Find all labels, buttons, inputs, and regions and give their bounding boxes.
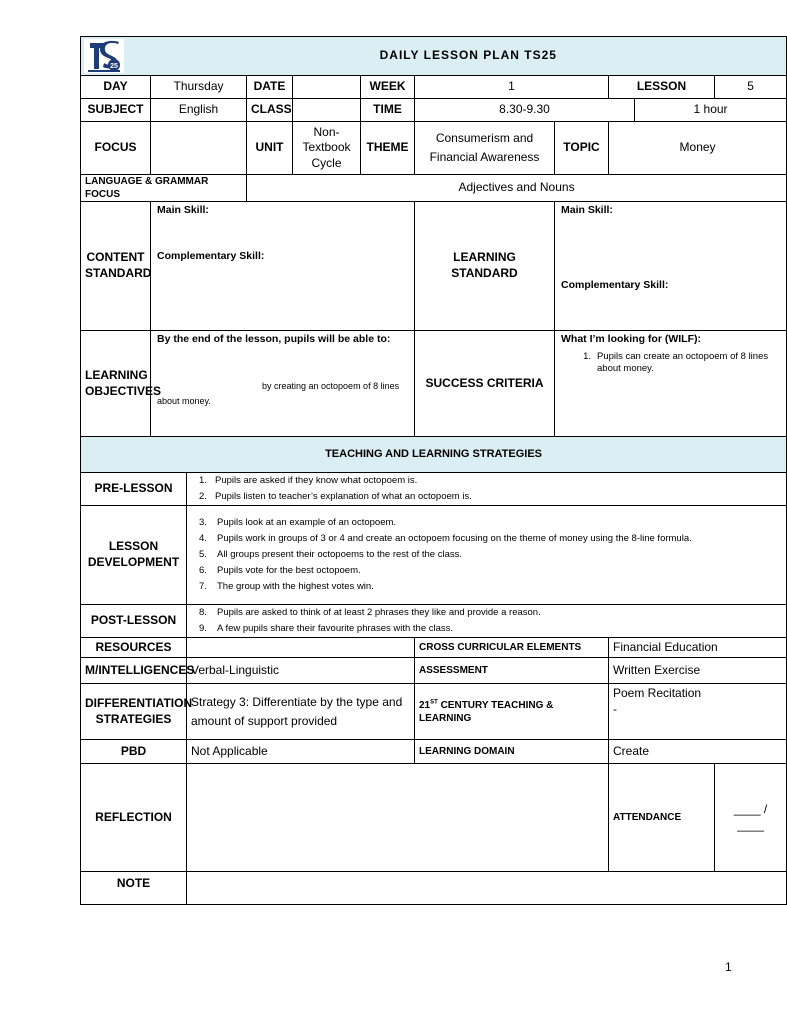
- intelligences-label: M/INTELLIGENCES: [81, 658, 187, 684]
- attendance-value[interactable]: ____ / ____: [715, 764, 787, 872]
- subject-value[interactable]: English: [151, 99, 247, 122]
- lesson-value[interactable]: 5: [715, 76, 787, 99]
- objectives-line-2: about money.: [157, 396, 211, 406]
- page-number: 1: [725, 960, 732, 974]
- language-grammar-label: LANGUAGE & GRAMMAR FOCUS: [81, 175, 247, 202]
- lesson-plan-page: [80, 36, 769, 905]
- topic-value[interactable]: Money: [609, 122, 787, 175]
- content-standard-cell[interactable]: [151, 202, 415, 331]
- logo-cell: [81, 37, 151, 76]
- theme-label: THEME: [361, 122, 415, 175]
- note-value[interactable]: [187, 872, 787, 905]
- content-standard-label: CONTENT STANDARD: [81, 202, 151, 331]
- wilf-intro: What I’m looking for (WILF):: [561, 333, 701, 345]
- ts25-logo-icon: [84, 39, 124, 73]
- step-number: 7.: [199, 581, 207, 592]
- pbd-value[interactable]: Not Applicable: [187, 740, 415, 764]
- step-text: Pupils listen to teacher’s explanation of what an octopoem is.: [215, 491, 472, 502]
- class-label: CLASS: [247, 99, 293, 122]
- step-number: 2.: [199, 491, 207, 502]
- century-value-1: Poem Recitation: [613, 686, 702, 700]
- objectives-line-1: by creating an octopoem of 8 lines: [262, 381, 400, 391]
- step-number: 6.: [199, 565, 207, 576]
- step-text: Pupils are asked to think of at least 2 phrases they like and provide a reason.: [217, 607, 541, 618]
- strategies-heading-row: [81, 437, 787, 473]
- learning-domain-value[interactable]: Create: [609, 740, 787, 764]
- content-main-skill: Main Skill:: [157, 204, 209, 216]
- lesson-development-list: [187, 515, 786, 595]
- list-item: [189, 489, 786, 505]
- assessment-label: ASSESSMENT: [415, 658, 609, 684]
- pre-lesson-label: PRE-LESSON: [81, 473, 187, 506]
- pbd-label: PBD: [81, 740, 187, 764]
- date-value[interactable]: [293, 76, 361, 99]
- theme-value[interactable]: Consumerism and Financial Awareness: [415, 122, 555, 175]
- step-number: 1.: [199, 475, 207, 486]
- step-number: 8.: [199, 607, 207, 618]
- pre-lesson-row: [81, 473, 787, 506]
- lesson-development-row: [81, 506, 787, 605]
- differentiation-value[interactable]: Strategy 3: Differentiate by the type and amount of support provided: [187, 684, 415, 740]
- step-text: Pupils are asked if they know what octopoem is.: [215, 475, 418, 486]
- lesson-development-label: LESSON DEVELOPMENT: [81, 506, 187, 605]
- post-lesson-list: [187, 605, 786, 637]
- resources-row: [81, 638, 787, 658]
- list-item: [189, 605, 786, 621]
- content-complementary-skill: Complementary Skill:: [157, 250, 265, 262]
- day-row: [81, 76, 787, 99]
- pbd-row: [81, 740, 787, 764]
- reflection-label: REFLECTION: [81, 764, 187, 872]
- note-row: [81, 872, 787, 905]
- note-label: NOTE: [81, 872, 187, 905]
- cross-curricular-label: CROSS CURRICULAR ELEMENTS: [415, 638, 609, 658]
- document-title: DAILY LESSON PLAN TS25: [151, 37, 787, 76]
- intelligences-value[interactable]: Verbal-Linguistic: [187, 658, 415, 684]
- attendance-label: ATTENDANCE: [609, 764, 715, 872]
- list-item: [189, 547, 786, 563]
- list-item: [189, 473, 786, 489]
- step-number: 3.: [199, 517, 207, 528]
- wilf-list: [561, 351, 780, 376]
- step-text: Pupils vote for the best octopoem.: [217, 565, 361, 576]
- reflection-row: [81, 764, 787, 872]
- wilf-item-number: 1.: [583, 350, 591, 362]
- step-text: Pupils look at an example of an octopoem.: [217, 517, 397, 528]
- differentiation-row: [81, 684, 787, 740]
- resources-label: RESOURCES: [81, 638, 187, 658]
- pre-lesson-list: [187, 473, 786, 505]
- step-number: 4.: [199, 533, 207, 544]
- step-text: All groups present their octopoems to the rest of the class.: [217, 549, 463, 560]
- resources-value[interactable]: [187, 638, 415, 658]
- language-grammar-value[interactable]: Adjectives and Nouns: [247, 175, 787, 202]
- unit-label: UNIT: [247, 122, 293, 175]
- century-learning-cell[interactable]: [609, 684, 787, 740]
- century-value-2: -: [613, 701, 617, 716]
- focus-label: FOCUS: [81, 122, 151, 175]
- lesson-label: LESSON: [609, 76, 715, 99]
- strategies-heading: TEACHING AND LEARNING STRATEGIES: [81, 437, 787, 473]
- date-label: DATE: [247, 76, 293, 99]
- unit-value[interactable]: Non-Textbook Cycle: [293, 122, 361, 175]
- week-label: WEEK: [361, 76, 415, 99]
- post-lesson-label: POST-LESSON: [81, 605, 187, 638]
- list-item: [189, 621, 786, 637]
- century-label-text: CENTURY TEACHING & LEARNING: [419, 699, 554, 724]
- list-item: [189, 579, 786, 595]
- list-item: [189, 531, 786, 547]
- step-text: The group with the highest votes win.: [217, 581, 374, 592]
- learning-standard-cell[interactable]: [555, 202, 787, 331]
- learning-standard-label: LEARNING STANDARD: [415, 202, 555, 331]
- focus-value[interactable]: [151, 122, 247, 175]
- week-value[interactable]: 1: [415, 76, 609, 99]
- step-number: 9.: [199, 623, 207, 634]
- list-item: [561, 351, 780, 376]
- time-value[interactable]: 8.30-9.30: [415, 99, 635, 122]
- cross-curricular-value[interactable]: Financial Education: [609, 638, 787, 658]
- post-lesson-cell[interactable]: [187, 605, 787, 638]
- learning-objectives-label: LEARNING OBJECTIVES: [81, 331, 151, 437]
- standards-row: [81, 202, 787, 331]
- subject-label: SUBJECT: [81, 99, 151, 122]
- wilf-item-text: Pupils can create an octopoem of 8 lines about money.: [597, 350, 769, 374]
- learning-main-skill: Main Skill:: [561, 204, 613, 216]
- learning-complementary-skill: Complementary Skill:: [561, 279, 669, 291]
- step-text: Pupils work in groups of 3 or 4 and create an octopoem focusing on the theme of money using the 8-line formula.: [217, 533, 692, 544]
- svg-text:25: 25: [110, 63, 118, 70]
- intelligences-row: [81, 658, 787, 684]
- day-value[interactable]: Thursday: [151, 76, 247, 99]
- learning-domain-label: LEARNING DOMAIN: [415, 740, 609, 764]
- step-number: 5.: [199, 549, 207, 560]
- learning-objectives-cell[interactable]: [151, 331, 415, 437]
- assessment-value[interactable]: Written Exercise: [609, 658, 787, 684]
- century-label-suffix: ST: [430, 699, 438, 706]
- reflection-value[interactable]: [187, 764, 609, 872]
- title-row: [81, 37, 787, 76]
- step-text: A few pupils share their favourite phrases with the class.: [217, 623, 454, 634]
- objectives-row: [81, 331, 787, 437]
- differentiation-label: DIFFERENTIATION STRATEGIES: [81, 684, 187, 740]
- lesson-development-cell[interactable]: [187, 506, 787, 605]
- language-row: [81, 175, 787, 202]
- list-item: [189, 515, 786, 531]
- objectives-intro: By the end of the lesson, pupils will be able to:: [157, 333, 391, 345]
- list-item: [189, 563, 786, 579]
- success-criteria-label: SUCCESS CRITERIA: [415, 331, 555, 437]
- focus-row: [81, 122, 787, 175]
- subject-row: [81, 99, 787, 122]
- topic-label: TOPIC: [555, 122, 609, 175]
- success-criteria-cell[interactable]: [555, 331, 787, 437]
- duration-value[interactable]: 1 hour: [635, 99, 787, 122]
- class-value[interactable]: [293, 99, 361, 122]
- pre-lesson-cell[interactable]: [187, 473, 787, 506]
- century-learning-label: [415, 684, 609, 740]
- day-label: DAY: [81, 76, 151, 99]
- lesson-plan-table: [80, 36, 787, 905]
- time-label: TIME: [361, 99, 415, 122]
- post-lesson-row: [81, 605, 787, 638]
- century-label-number: 21: [419, 699, 431, 711]
